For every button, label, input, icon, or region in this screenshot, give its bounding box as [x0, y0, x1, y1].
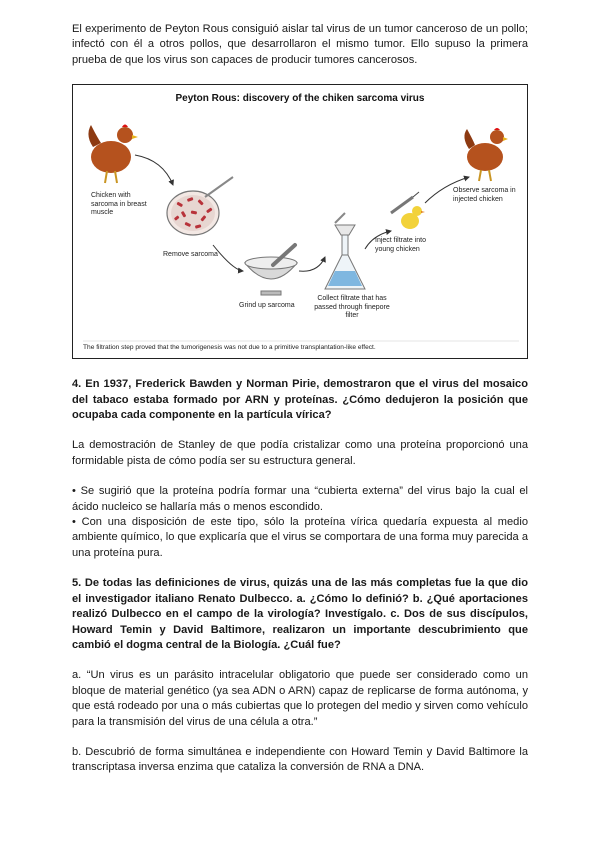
document-page: [72, 22, 528, 776]
answer-4-bullet-1: • Se sugirió que la proteína podría formar una “cubierta externa” del virus bajo la cual el ácido nucleico se hallaría más o menos escondido.: [72, 485, 528, 513]
label-remove-sarcoma: Remove sarcoma: [163, 251, 218, 259]
answer-4: La demostración de Stanley de que podía cristalizar como una proteína proporcionó una formidable pista de cómo podía ser su estructura general.: [72, 439, 528, 467]
injected-hen-icon: [464, 128, 508, 181]
question-4: 4. En 1937, Frederick Bawden y Norman Pirie, demostraron que el virus del mosaico del tabaco estaba formado por ARN y proteínas. ¿Cómo dedujeron la posición que ocupaba cada componente en la partícula vírica?: [72, 378, 528, 422]
question-5: 5. De todas las definiciones de virus, quizás una de las más completas fue la que dio el investigador italiano Renato Dulbecco. a. ¿Cómo lo definió? b. ¿Qué aportaciones realizó Dulbecco en el campo de la virología? Investígalo. c. Dos de sus discípulos, Howard Temin y David Baltimore, realizaron un importante descubrimiento que cambió el dogma central de la Biología. ¿Cuál fue?: [72, 577, 528, 651]
chick-icon: [401, 206, 425, 229]
answer-4-bullet-2: • Con una disposición de este tipo, sólo la proteína vírica quedaría expuesta al medio ambiente químico, lo que explicaría que el virus se comportara de una forma muy parecida a una proteína pura.: [72, 516, 528, 559]
flask-icon: [325, 213, 365, 289]
label-chicken: Chicken with sarcoma in breast muscle: [91, 192, 147, 217]
figure-caption: The filtration step proved that the tumorigenesis was not due to a primitive transplantation-like effect.: [83, 344, 376, 352]
answer-5b: b. Descubrió de forma simultánea e independiente con Howard Temin y David Baltimore la transcriptasa inversa enzima que cataliza la conversión de RNA a DNA.: [72, 745, 528, 774]
rous-figure: [72, 84, 528, 359]
label-collect-filtrate: Collect filtrate that has passed through finepore filter: [314, 295, 390, 320]
petri-dish-icon: [167, 177, 233, 235]
figure-illustration: [73, 85, 529, 360]
intro-paragraph: El experimento de Peyton Rous consiguió aislar tal virus de un tumor canceroso de un pollo; infectó con él a otros pollos, que desarrollaron el mismo tumor. Ello supuso la primera prueba de que los virus son capaces de producir tumores cancerosos.: [72, 23, 528, 66]
label-grind: Grind up sarcoma: [239, 302, 295, 310]
figure-title: Peyton Rous: discovery of the chiken sarcoma virus: [175, 93, 425, 105]
label-observe: Observe sarcoma in injected chicken: [453, 187, 516, 203]
hen-icon: [88, 125, 138, 184]
mortar-pestle-icon: [245, 245, 297, 295]
label-inject: Inject filtrate into young chicken: [375, 237, 426, 253]
answer-5a: a. “Un virus es un parásito intracelular obligatorio que puede ser considerado como un bloque de material genético (ya sea ADN o ARN) capaz de replicarse de forma autónoma, y que está rodeado por una o más cubiertas que lo protegen del medio y sirven como vehículo para la transmisión del virus de una célula a otra.”: [72, 669, 528, 728]
